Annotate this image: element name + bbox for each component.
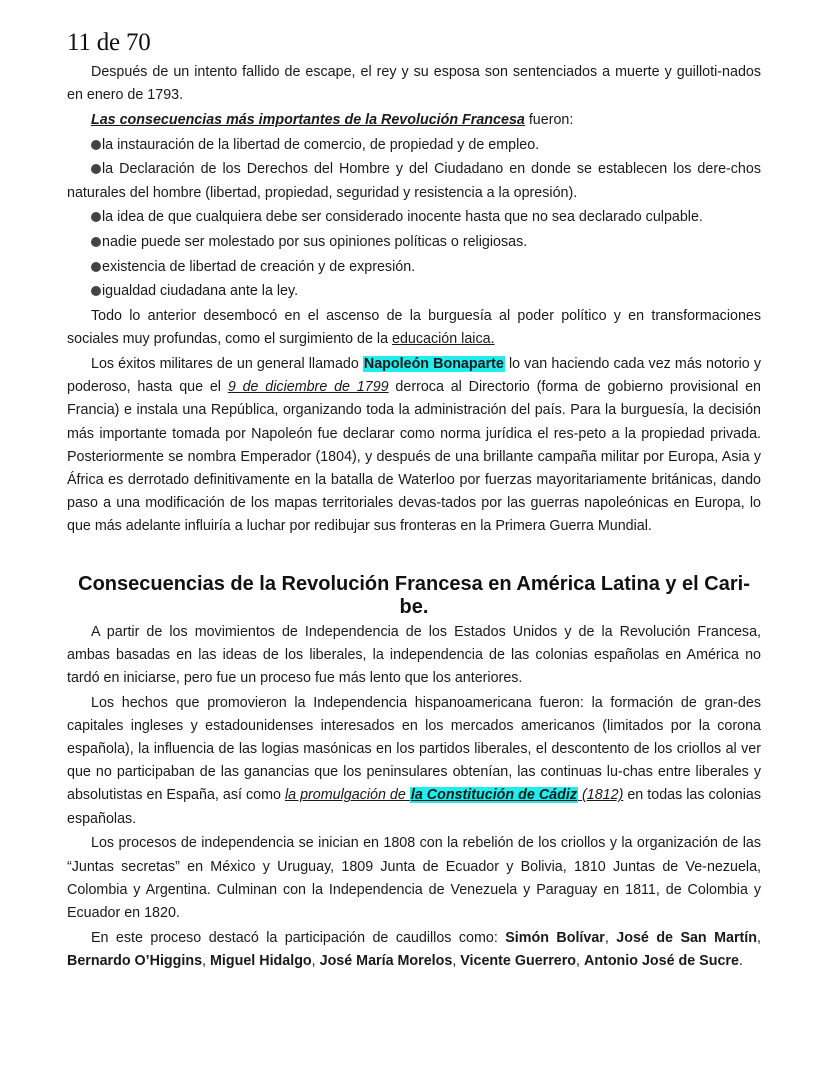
paragraph-text: derroca al Directorio (forma de gobierno provisional en Francia) e instala una República, organizando toda la administración del país. Para la burguesía, la decisión más importante tomada por Napoleón fue declarar como norma jurídica el res-peto a la propiedad privada. Posteriormente se nombra Emperador (1804), y después de una brillante campaña militar por Europa, Asia y África es derrotado definitivamente en la batalla de Waterloo por fuerzas mayoritariamente británicas, dando paso a una modificación de los mapas territoriales devas-tados por las guerras napoleónicas en Europa, lo que más adelante influiría a luchar por redibujar sus fronteras en la Primera Guerra Mundial. xyxy=(67,379,761,535)
consequences-heading: Las consecuencias más importantes de la Revolución Francesa xyxy=(91,111,525,128)
list-item-text: la idea de que cualquiera debe ser considerado inocente hasta que no sea declarado culpable. xyxy=(102,209,703,226)
separator: , xyxy=(452,952,461,969)
period: . xyxy=(738,952,743,969)
list-item-text: nadie puede ser molestado por sus opiniones políticas o religiosas. xyxy=(102,233,528,250)
promulgation-text: la promulgación de xyxy=(284,787,410,804)
bullet-icon xyxy=(91,237,101,247)
section-heading: Consecuencias de la Revolución Francesa en América Latina y el Cari-be. xyxy=(78,572,750,618)
separator: , xyxy=(604,929,617,946)
caudillo-name: Bernardo O’Higgins xyxy=(67,952,203,969)
separator: , xyxy=(757,929,761,946)
separator: , xyxy=(202,952,210,969)
consequences-intro xyxy=(67,109,761,132)
list-item-text: existencia de libertad de creación y de expresión. xyxy=(102,258,416,275)
list-item xyxy=(67,134,761,157)
list-item xyxy=(67,231,761,254)
paragraph-escape: Después de un intento fallido de escape, el rey y su esposa son sentenciados a muerte y guilloti-nados en enero de 1793. xyxy=(67,64,761,104)
date-underlined: 9 de diciembre de 1799 xyxy=(227,379,389,396)
list-item xyxy=(67,206,761,229)
separator: , xyxy=(576,952,584,969)
paragraph-text: Los éxitos militares de un general llamado xyxy=(91,355,363,372)
page-number: 11 de 70 xyxy=(67,29,151,56)
highlight-cadiz: la Constitución de Cádiz xyxy=(410,787,577,804)
list-item-text: igualdad ciudadana ante la ley. xyxy=(102,283,299,300)
separator: , xyxy=(311,952,320,969)
bullet-icon xyxy=(91,286,101,296)
consequences-suffix: fueron: xyxy=(524,111,574,128)
caudillo-name: José María Morelos xyxy=(319,952,453,969)
year-1812: (1812) xyxy=(578,787,624,804)
caudillo-name: Antonio José de Sucre xyxy=(584,952,739,969)
paragraph-text: en todas las colonias españolas. xyxy=(67,787,761,827)
document-page xyxy=(67,28,761,975)
caudillo-name: José de San Martín xyxy=(616,929,757,946)
caudillo-name: Miguel Hidalgo xyxy=(210,952,312,969)
paragraph-text: En este proceso destacó la participación de caudillos como: xyxy=(91,929,506,946)
paragraph-text: lo van haciendo cada vez más notorio y poderoso, hasta que el xyxy=(67,355,761,396)
paragraph-caudillos xyxy=(67,927,761,973)
list-item xyxy=(67,280,761,303)
paragraph-causes xyxy=(67,692,761,831)
bullet-icon xyxy=(91,212,101,222)
paragraph-napoleon xyxy=(67,353,761,539)
paragraph-independence-start: A partir de los movimientos de Independencia de los Estados Unidos y de la Revolución Francesa, ambas basadas en las ideas de los liberales, la independencia de las colonias españolas en América no tardó en iniciarse, pero fue un proceso fue más lento que los anteriores. xyxy=(67,623,761,686)
bullet-icon xyxy=(91,262,101,272)
bullet-icon xyxy=(91,140,101,150)
list-item xyxy=(67,256,761,279)
highlight-napoleon: Napoleón Bonaparte xyxy=(363,355,504,372)
caudillo-name: Simón Bolívar xyxy=(505,929,605,946)
list-item xyxy=(67,158,761,204)
list-item-text: la instauración de la libertad de comercio, de propiedad y de empleo. xyxy=(102,136,540,153)
secular-education-link: educación laica. xyxy=(392,331,495,348)
paragraph-text: Todo lo anterior desembocó en el ascenso de la burguesía al poder político y en transformaciones sociales muy profundas, como el surgimiento de la xyxy=(67,308,761,348)
caudillo-name: Vicente Guerrero xyxy=(460,952,577,969)
list-item-text: la Declaración de los Derechos del Hombre y del Ciudadano en donde se establecen los dere-chos naturales del hombre (libertad, propiedad, seguridad y resistencia a la opresión). xyxy=(67,161,761,201)
paragraph-processes: Los procesos de independencia se inician en 1808 con la rebelión de los criollos y la organización de las “Juntas secretas” en México y Uruguay, 1809 Junta de Ecuador y Bolivia, 1810 Juntas de Ve-nezuela, Colombia y Argentina. Culminan con la Independencia de Venezuela y Paraguay en 1811, de Colombia y Ecuador en 1820. xyxy=(67,835,761,921)
bullet-icon xyxy=(91,164,101,174)
paragraph-bourgeoisie xyxy=(67,305,761,351)
paragraph-text: Los hechos que promovieron la Independencia hispanoamericana fueron: la formación de gran-des capitales ingleses y estadounidenses interesados en los mercados americanos (limitados por la corona española), la influencia de las logias masónicas en los partidos liberales, el descontento de los criollos al ver que no participaban de las ganancias que los peninsulares obtenían, las continuas lu-chas entre liberales y absolutistas en España, así como xyxy=(67,694,761,804)
